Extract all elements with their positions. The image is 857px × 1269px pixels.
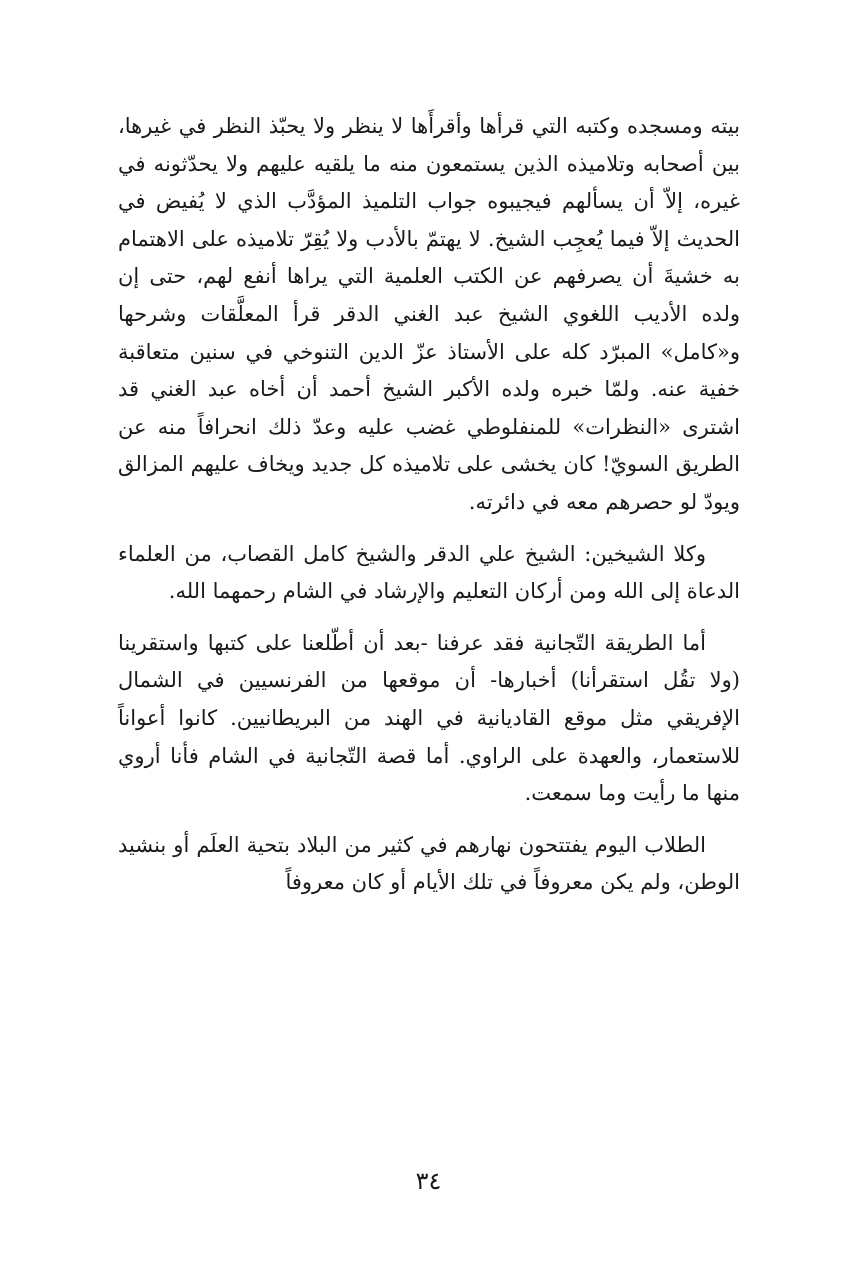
paragraph-4: الطلاب اليوم يفتتحون نهارهم في كثير من البلاد بتحية العلَم أو بنشيد الوطن، ولم يكن معروفاً في تلك الأيام أو كان معروفاً	[118, 832, 740, 895]
page-body	[118, 108, 740, 902]
page-number: ٣٤	[415, 1167, 442, 1195]
paragraph-2: وكلا الشيخين: الشيخ علي الدقر والشيخ كامل القصاب، من العلماء الدعاة إلى الله ومن أركان التعليم والإرشاد في الشام رحمهما الله.	[118, 541, 740, 604]
paragraph-3: أما الطريقة التّجانية فقد عرفنا -بعد أن أطّلعنا على كتبها واستقرينا (ولا تقُل استقرأنا) أخبارها- أن موقعها من الفرنسيين في الشمال الإفريقي مثل موقع القاديانية في الهند من البريطانيين. كانوا أعواناً للاستعمار، والعهدة على الراوي. أما قصة التّجانية في الشام فأنا أروي منها ما رأيت وما سمعت.	[118, 630, 740, 806]
paragraph-1: بيته ومسجده وكتبه التي قرأها وأقرأَها لا ينظر ولا يحبّذ النظر في غيرها، بين أصحابه وتلاميذه الذين يستمعون منه ما يلقيه عليهم ولا يحدّثونه في غيره، إلاّ أن يسألهم فيجيبوه جواب التلميذ المؤدَّب الذي لا يُفيض في الحديث إلاّ فيما يُعجِب الشيخ. لا يهتمّ بالأدب ولا يُقِرّ تلاميذه على الاهتمام به خشيةَ أن يصرفهم عن الكتب العلمية التي يراها أنفع لهم، حتى إن ولده الأديب اللغوي الشيخ عبد الغني الدقر قرأ المعلَّقات وشرحها و«كامل» المبرّد كله على الأستاذ عزّ الدين التنوخي في سنين متعاقبة خفية عنه. ولمّا خبره ولده الأكبر الشيخ أحمد أن أخاه عبد الغني قد اشترى «النظرات» للمنفلوطي غضب عليه وعدّ ذلك انحرافاً منه عن الطريق السويّ! كان يخشى على تلاميذه كل جديد ويخاف عليهم المزالق ويودّ لو حصرهم معه في دائرته.	[118, 114, 740, 514]
